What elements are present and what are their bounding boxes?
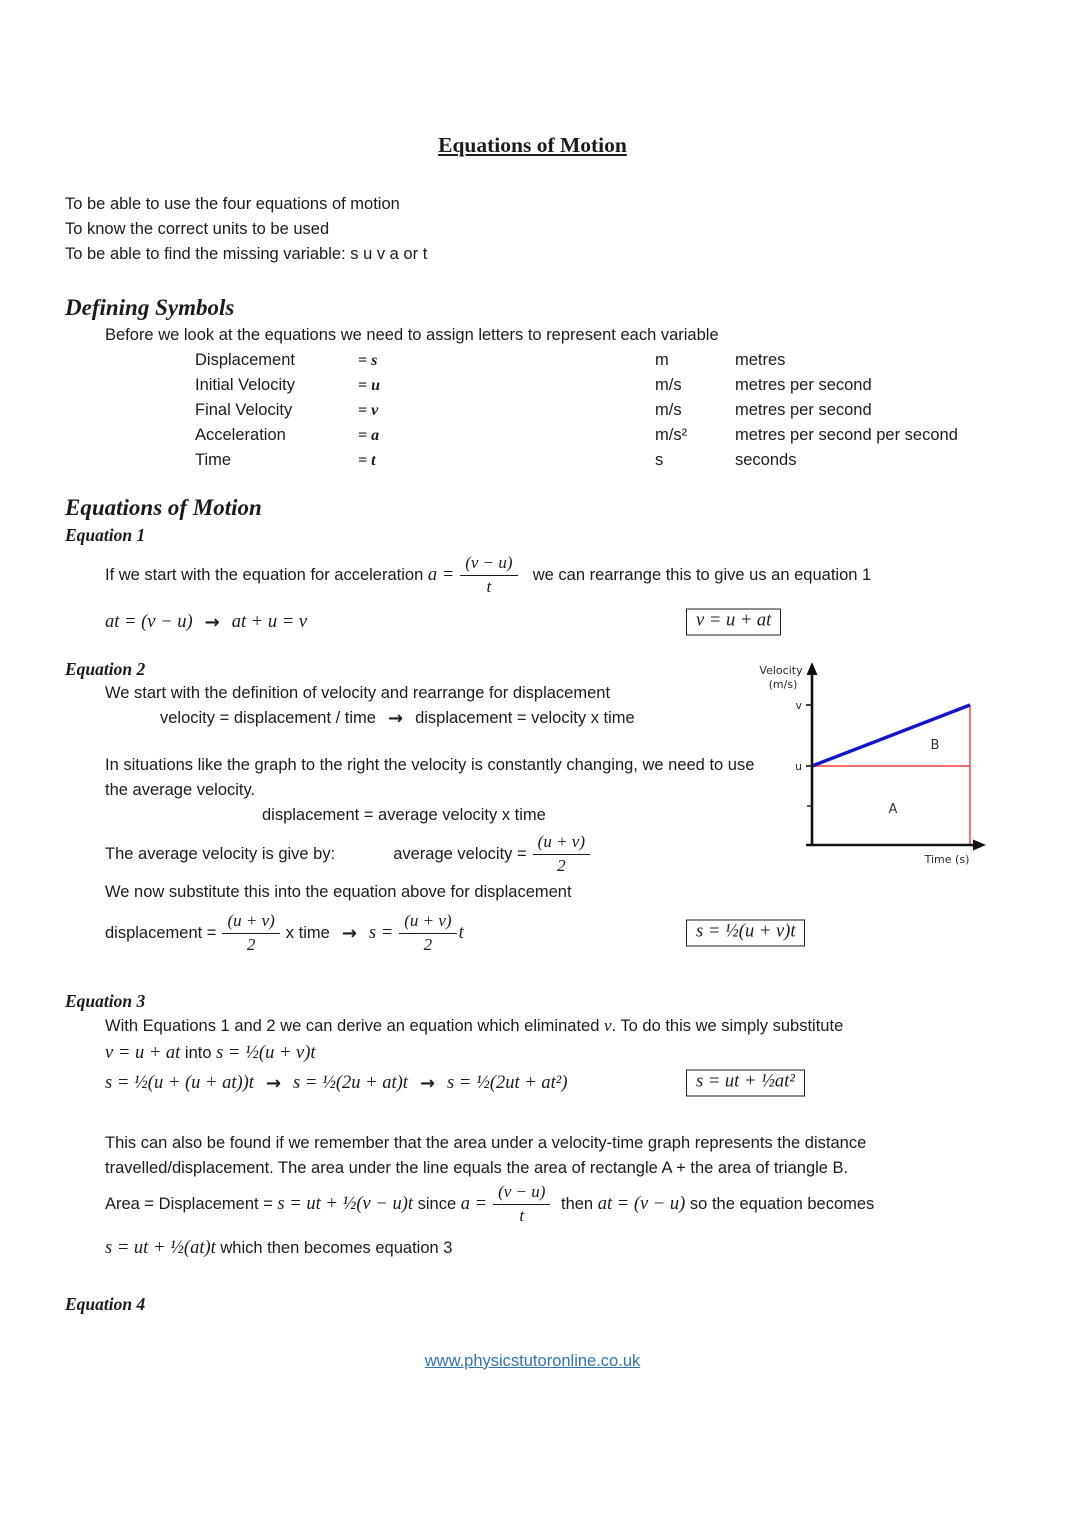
equation3-line1-pre: With Equations 1 and 2 we can derive an equation which eliminated xyxy=(105,1017,604,1035)
fraction-denominator: 2 xyxy=(423,934,433,954)
equation3-line1-post: . To do this we simply substitute xyxy=(611,1017,844,1035)
equation3-final-math: s = ut + ½(at)t xyxy=(105,1237,216,1258)
equation1-result-box: v = u + at xyxy=(686,609,781,636)
equation3-since-text: since xyxy=(413,1194,461,1213)
table-row xyxy=(195,398,1000,423)
symbol-unit: m/s xyxy=(655,401,682,419)
equation4-heading: Equation 4 xyxy=(65,1294,146,1314)
x-axis-label: Time (s) xyxy=(924,853,970,866)
tick-label-v: v xyxy=(795,699,802,712)
equation1-acceleration-line xyxy=(105,547,1000,603)
equation1-derive-right: at + u = v xyxy=(231,611,308,632)
symbol-letter: = u xyxy=(358,377,381,394)
right-arrow-icon: → xyxy=(419,1072,436,1094)
equation1-pre-text: If we start with the equation for acceleration xyxy=(105,565,428,584)
fraction-numerator: (u + v) xyxy=(222,911,279,933)
velocity-time-graph xyxy=(750,660,990,874)
equation3-final-row xyxy=(105,1232,1000,1264)
symbol-unit: m/s xyxy=(655,376,682,394)
symbol-unit-name: metres per second xyxy=(735,401,872,419)
equation3-a-equals: a = xyxy=(460,1193,488,1214)
page-title-text: Equations of Motion xyxy=(438,133,627,157)
symbol-name: Acceleration xyxy=(195,426,286,444)
y-axis-arrowhead-icon xyxy=(807,662,818,675)
symbol-name: Final Velocity xyxy=(195,401,293,419)
symbol-unit: s xyxy=(655,451,664,469)
equation1-post-text: we can rearrange this to give us an equation 1 xyxy=(523,565,872,584)
equation1-heading: Equation 1 xyxy=(65,525,146,545)
equation3-v-variable: v xyxy=(603,1016,612,1035)
equation2-displacement-label: displacement = xyxy=(105,923,217,942)
fraction-u-plus-v-over-2 xyxy=(222,911,279,955)
equation3-final-text: which then becomes equation 3 xyxy=(215,1238,453,1257)
symbol-unit-name: metres per second per second xyxy=(735,426,958,444)
symbol-letter: = s xyxy=(358,352,378,369)
fraction-numerator: (v − u) xyxy=(460,553,517,575)
equation2-velocity-right: displacement = velocity x time xyxy=(415,709,635,727)
symbol-letter: = a xyxy=(358,427,380,444)
fraction-v-minus-u-over-t xyxy=(460,553,517,597)
objective-line: To be able to use the four equations of motion xyxy=(65,195,400,213)
equation2-average-label: The average velocity is give by: xyxy=(105,844,336,863)
table-row xyxy=(195,448,1000,473)
equation3-area-paragraph: This can also be found if we remember that the area under a velocity-time graph represents the distance travelled/displacement. The area under the line equals the area of rectangle A + the area of triangle B. xyxy=(105,1134,867,1177)
equation2-x-time: x time xyxy=(285,923,330,942)
equation3-s-half-uvt: s = ½(u + v)t xyxy=(216,1042,316,1063)
graph-velocity-line xyxy=(812,705,970,766)
equation2-s-equals: s = xyxy=(368,922,394,943)
equation3-area-m1: s = ut + ½(v − u)t xyxy=(277,1193,414,1214)
equations-of-motion-heading: Equations of Motion xyxy=(65,495,262,520)
equation3-then-text: then xyxy=(556,1194,598,1213)
fraction-u-plus-v-over-2 xyxy=(533,832,590,876)
equation2-average-mid: average velocity = xyxy=(393,844,527,863)
equation3-area-row xyxy=(105,1176,1000,1232)
equation3-substitution-line xyxy=(105,1039,1000,1067)
symbol-unit-name: metres xyxy=(735,351,786,369)
footer-link[interactable]: www.physicstutoronline.co.uk xyxy=(424,1352,641,1370)
equation3-area-post: so the equation becomes xyxy=(685,1194,875,1213)
equation3-line1 xyxy=(105,1013,1000,1039)
equation1-derive-left: at = (v − u) xyxy=(105,611,193,632)
x-axis-arrowhead-icon xyxy=(973,840,986,851)
fraction-denominator: 2 xyxy=(246,934,256,954)
tick-label-u: u xyxy=(795,760,802,773)
objectives xyxy=(65,192,1000,267)
equation3-into-text: into xyxy=(180,1043,217,1062)
equation2-paragraph: In situations like the graph to the right the velocity is constantly changing, we need to use the average velocity. xyxy=(105,756,755,799)
right-arrow-icon: → xyxy=(204,611,220,633)
symbol-unit-name: seconds xyxy=(735,451,797,469)
region-label-b: B xyxy=(930,738,940,753)
equation2-substitute-line: We now substitute this into the equation above for displacement xyxy=(105,883,572,901)
y-axis-label-line1: Velocity xyxy=(759,664,803,677)
equation3-derive3: s = ½(2ut + at²) xyxy=(447,1072,568,1093)
fraction-v-minus-u-over-t xyxy=(493,1182,550,1226)
fraction-u-plus-v-over-2 xyxy=(399,911,456,955)
equation3-area-m2: at = (v − u) xyxy=(597,1193,686,1214)
objective-line: To be able to find the missing variable: s u v a or t xyxy=(65,245,428,263)
symbol-name: Time xyxy=(195,451,232,469)
equation2-derivation-row xyxy=(105,905,1000,961)
fraction-numerator: (v − u) xyxy=(493,1182,550,1204)
right-arrow-icon: → xyxy=(341,922,357,944)
equation2-line1: We start with the definition of velocity and rearrange for displacement xyxy=(105,684,611,702)
equation3-derivation-row xyxy=(105,1067,1000,1099)
fraction-denominator: t xyxy=(486,576,492,596)
equation3-derive2: s = ½(2u + at)t xyxy=(293,1072,408,1093)
objective-line: To know the correct units to be used xyxy=(65,220,330,238)
symbol-unit: m xyxy=(655,351,669,369)
defining-symbols-heading: Defining Symbols xyxy=(65,295,235,320)
symbol-letter: = v xyxy=(358,402,379,419)
equation2-result-box: s = ½(u + v)t xyxy=(686,920,805,947)
equation2-displacement-line: displacement = average velocity x time xyxy=(262,806,546,824)
fraction-numerator: (u + v) xyxy=(399,911,456,933)
fraction-numerator: (u + v) xyxy=(533,832,590,854)
table-row xyxy=(195,423,1000,448)
equation2-heading: Equation 2 xyxy=(65,659,146,679)
defining-symbols-intro: Before we look at the equations we need to assign letters to represent each variable xyxy=(105,326,719,344)
equation3-result-box: s = ut + ½at² xyxy=(686,1070,805,1097)
equation1-derivation-row xyxy=(65,605,1000,639)
table-row xyxy=(195,348,1000,373)
equation3-area-pre: Area = Displacement = xyxy=(105,1194,278,1213)
symbol-unit: m/s² xyxy=(655,426,688,444)
symbol-name: Initial Velocity xyxy=(195,376,295,394)
right-arrow-icon: → xyxy=(387,708,404,729)
equation2-t-variable: t xyxy=(458,922,464,943)
page-title xyxy=(65,132,1000,158)
symbol-letter: = t xyxy=(358,452,376,469)
equation1-a-equals: a = xyxy=(427,564,455,585)
equation2-velocity-left: velocity = displacement / time xyxy=(160,709,376,727)
y-axis-label-line2: (m/s) xyxy=(768,678,798,691)
symbol-name: Displacement xyxy=(195,351,295,369)
symbol-unit-name: metres per second xyxy=(735,376,872,394)
fraction-denominator: 2 xyxy=(557,855,566,875)
fraction-denominator: t xyxy=(519,1205,525,1225)
equation3-derive1: s = ½(u + (u + at))t xyxy=(105,1072,254,1093)
symbols-table xyxy=(195,348,1000,473)
page-footer xyxy=(65,1349,1000,1374)
region-label-a: A xyxy=(888,802,898,817)
table-row xyxy=(195,373,1000,398)
right-arrow-icon: → xyxy=(265,1072,282,1094)
equation3-v-u-at: v = u + at xyxy=(105,1042,181,1063)
equation3-heading: Equation 3 xyxy=(65,991,146,1011)
